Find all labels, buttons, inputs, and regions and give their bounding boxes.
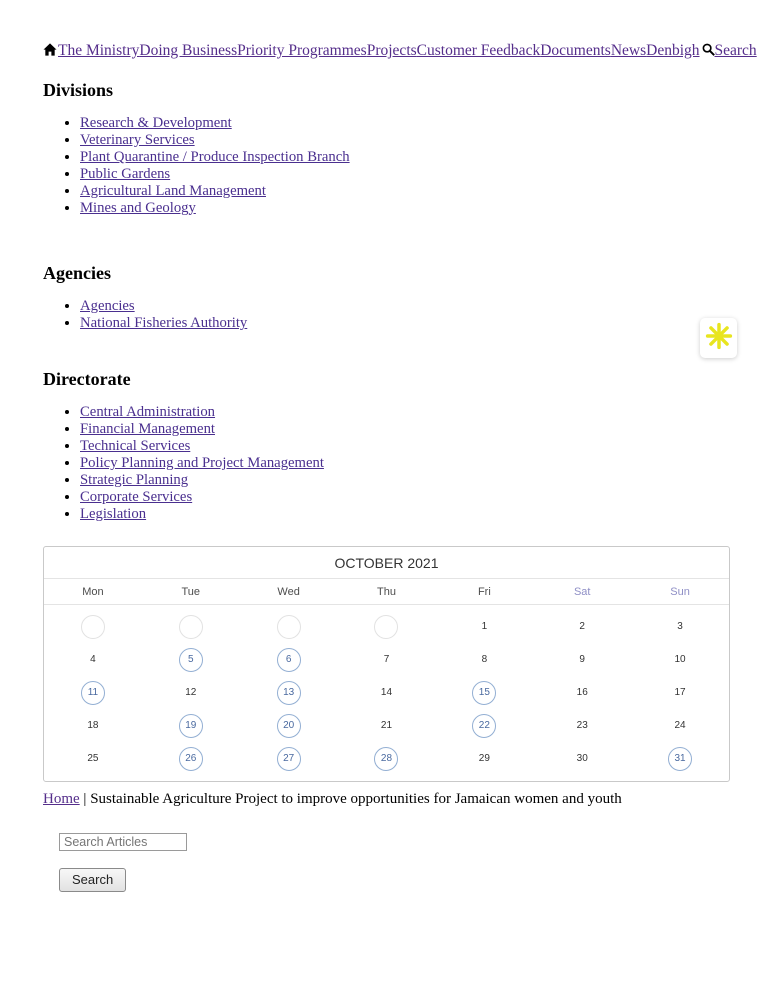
calendar-cell [44,677,142,710]
calendar-week-row [44,644,729,677]
section-title-agencies: Agencies [43,263,111,284]
calendar-cell [44,611,142,644]
day-header-tue: Tue [181,585,201,598]
section-divisions [43,80,733,216]
calendar-cell [533,644,631,677]
calendar-day-3: 3 [677,621,683,633]
breadcrumb [43,791,733,808]
list-item [80,115,733,132]
calendar-cell [240,710,338,743]
calendar-cell [435,743,533,776]
nav-link-projects[interactable]: Projects [366,42,417,59]
asterisk-accessibility-icon [705,322,733,355]
calendar-event-day-20[interactable]: 20 [277,714,301,738]
calendar-day-16: 16 [576,687,588,699]
calendar-event-day-13[interactable]: 13 [277,681,301,705]
breadcrumb-separator: | [79,790,91,807]
calendar-event-day-11[interactable]: 11 [81,681,105,705]
search-articles-button[interactable]: Search [59,868,126,892]
list-item [80,489,733,506]
day-header-mon: Mon [82,585,104,598]
calendar-grid [44,605,729,781]
calendar-cell [631,743,729,776]
calendar-cell [631,677,729,710]
calendar-day-14: 14 [380,687,393,699]
list-item [80,438,733,455]
calendar-week-row [44,611,729,644]
breadcrumb-home-link[interactable]: Home [43,790,80,807]
list-item [80,455,733,472]
link-legislation[interactable]: Legislation [80,505,147,522]
calendar-cell [435,611,533,644]
calendar-cell [338,677,436,710]
nav-link-denbigh[interactable]: Denbigh [646,42,700,59]
link-agencies[interactable]: Agencies [80,298,135,315]
calendar-day-12: 12 [185,687,197,699]
calendar-cell [631,644,729,677]
list-item [80,506,733,523]
link-agricultural-land-management[interactable]: Agricultural Land Management [80,182,266,199]
calendar-cell [533,677,631,710]
calendar-cell [240,611,338,644]
calendar-day-18: 18 [87,720,99,732]
calendar-cell [338,743,436,776]
link-national-fisheries-authority[interactable]: National Fisheries Authority [80,315,248,332]
day-header-sat: Sat [573,585,591,598]
calendar-cell [338,710,436,743]
article-search [59,833,733,892]
calendar-day-7: 7 [383,654,390,666]
calendar-event-day-28[interactable]: 28 [374,747,398,771]
calendar-day-23: 23 [576,720,588,732]
day-header-thu: Thu [377,585,396,598]
calendar-event-day-15[interactable]: 15 [472,681,496,705]
nav-link-search[interactable]: Search [714,42,757,59]
calendar-cell [142,677,240,710]
section-title-divisions: Divisions [43,80,114,100]
calendar-empty-day [81,615,105,639]
calendar-day-1: 1 [481,621,488,633]
calendar-cell [631,611,729,644]
nav-link-customer-feedback[interactable]: Customer Feedback [416,42,541,59]
list-item [80,183,733,200]
list-item [80,404,733,421]
calendar-event-day-31[interactable]: 31 [668,747,692,771]
calendar-day-17: 17 [674,687,686,699]
calendar-title: OCTOBER 2021 [44,547,729,579]
calendar-cell [142,611,240,644]
search-icon [702,43,715,56]
list-item [80,132,733,149]
calendar-event-day-5[interactable]: 5 [179,648,203,672]
link-public-gardens[interactable]: Public Gardens [80,165,171,182]
day-header-sun: Sun [670,585,690,598]
calendar-empty-day [179,615,203,639]
link-strategic-planning[interactable]: Strategic Planning [80,471,189,488]
agencies-list [43,298,733,332]
calendar-day-10: 10 [674,654,686,666]
nav-link-news[interactable]: News [610,42,647,59]
section-agencies [43,263,733,332]
link-financial-management[interactable]: Financial Management [80,421,215,438]
calendar-day-9: 9 [579,654,585,666]
list-item [80,421,733,438]
calendar-cell [631,710,729,743]
search-articles-input[interactable] [59,833,187,851]
calendar-week-row [44,710,729,743]
day-header-fri: Fri [477,585,491,598]
calendar-cell [44,644,142,677]
home-icon [43,43,57,56]
calendar-day-29: 29 [478,753,490,765]
link-mines-and-geology[interactable]: Mines and Geology [80,199,196,216]
calendar-cell [240,644,338,677]
nav-link-documents[interactable]: Documents [540,42,611,59]
accessibility-widget-button[interactable] [700,318,737,358]
section-title-directorate: Directorate [43,369,131,390]
calendar-week-row [44,743,729,776]
day-header-wed: Wed [277,585,300,598]
calendar-cell [435,710,533,743]
calendar-event-day-27[interactable]: 27 [277,747,301,771]
calendar-day-8: 8 [481,654,488,666]
link-plant-quarantine[interactable]: Plant Quarantine / Produce Inspection Branch [80,148,350,165]
calendar-empty-day [277,615,301,639]
calendar-cell [338,644,436,677]
list-item [80,200,733,217]
link-research-development[interactable]: Research & Development [80,115,232,131]
list-item [80,298,733,315]
calendar-day-30: 30 [576,753,588,765]
link-central-administration[interactable]: Central Administration [80,404,216,421]
list-item [80,166,733,183]
calendar-cell [533,611,631,644]
calendar-event-day-6[interactable]: 6 [277,648,301,672]
divisions-list [43,115,733,216]
calendar-day-2: 2 [579,621,585,633]
calendar-cell [142,644,240,677]
link-corporate-services[interactable]: Corporate Services [80,488,193,505]
section-directorate [43,369,733,522]
link-policy-planning[interactable]: Policy Planning and Project Management [80,454,324,471]
calendar-cell [533,743,631,776]
calendar-event-day-22[interactable]: 22 [472,714,496,738]
calendar-week-row [44,677,729,710]
calendar-cell [240,743,338,776]
nav-link-priority-programmes[interactable]: Priority Programmes [237,42,367,59]
top-nav [43,42,757,59]
calendar-day-4: 4 [90,654,96,666]
calendar-cell [44,710,142,743]
link-technical-services[interactable]: Technical Services [80,438,191,455]
breadcrumb-page-title: Sustainable Agriculture Project to improve opportunities for Jamaican women and youth [90,790,622,807]
nav-link-the-ministry[interactable]: The Ministry [58,42,140,59]
list-item [80,315,733,332]
directorate-list [43,404,733,522]
list-item [80,472,733,489]
calendar-cell [240,677,338,710]
calendar-day-24: 24 [674,720,686,732]
calendar-empty-day [374,615,398,639]
calendar-day-25: 25 [87,753,99,765]
calendar-cell [338,611,436,644]
nav-link-doing-business[interactable]: Doing Business [139,42,238,59]
calendar-cell [44,743,142,776]
calendar-cell [142,710,240,743]
calendar-event-day-19[interactable]: 19 [179,714,203,738]
calendar-cell [533,710,631,743]
calendar-cell [435,677,533,710]
calendar-cell [435,644,533,677]
calendar-event-day-26[interactable]: 26 [179,747,203,771]
page-content [43,42,757,892]
list-item [80,149,733,166]
calendar-cell [142,743,240,776]
calendar-day-headers [44,579,729,605]
link-veterinary-services[interactable]: Veterinary Services [80,131,195,148]
calendar-widget [43,546,730,782]
calendar-day-21: 21 [380,720,393,732]
